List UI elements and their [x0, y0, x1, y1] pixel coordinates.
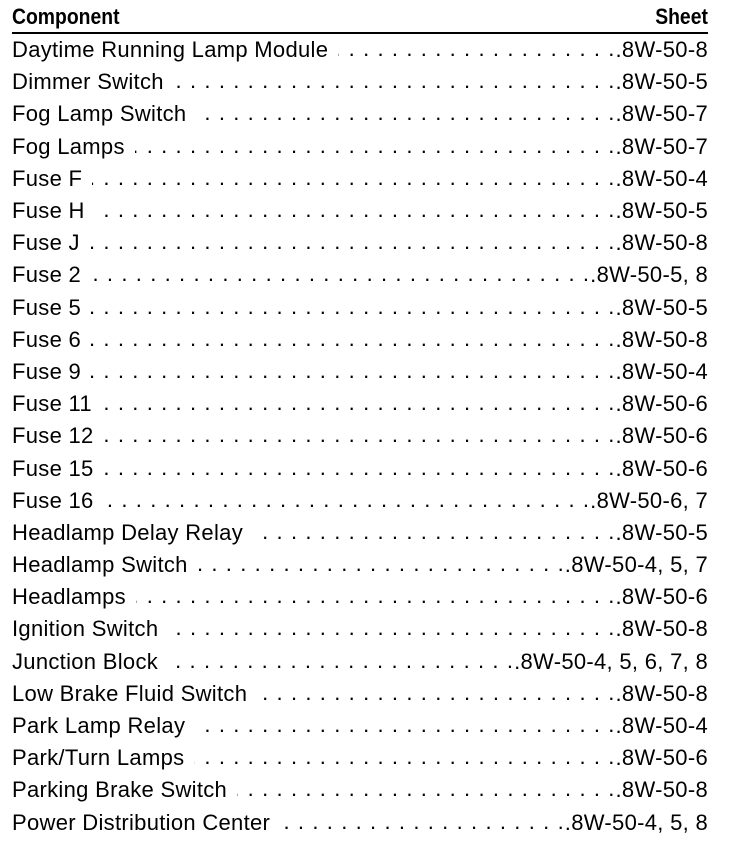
dot-leader	[135, 136, 616, 158]
sheet-reference: .8W-50-8	[615, 616, 708, 642]
list-item	[12, 807, 708, 839]
dot-leader	[90, 232, 616, 254]
component-name: Fuse 12	[12, 423, 104, 449]
list-item	[12, 131, 708, 163]
component-name: Park Lamp Relay	[12, 713, 195, 739]
list-item	[12, 420, 708, 452]
component-name: Fuse 9	[12, 359, 91, 385]
component-name: Dimmer Switch	[12, 69, 174, 95]
sheet-reference: .8W-50-5	[615, 294, 708, 320]
dot-leader	[104, 425, 616, 447]
component-name: Headlamp Delay Relay	[12, 520, 253, 546]
sheet-reference: .8W-50-7	[615, 133, 708, 159]
list-item	[12, 742, 708, 774]
list-item	[12, 66, 708, 98]
sheet-reference: .8W-50-7	[615, 101, 708, 127]
sheet-reference: .8W-50-6	[615, 423, 708, 449]
list-item	[12, 227, 708, 259]
sheet-reference: .8W-50-5	[615, 198, 708, 224]
dot-leader	[280, 812, 565, 834]
table-header	[12, 0, 708, 34]
dot-leader	[102, 393, 616, 415]
dot-leader	[168, 618, 615, 640]
component-name: Fuse J	[12, 230, 90, 256]
list-item	[12, 678, 708, 710]
component-name: Headlamps	[12, 584, 136, 610]
list-item	[12, 98, 708, 130]
list-item	[12, 581, 708, 613]
sheet-reference: .8W-50-4, 5, 6, 7, 8	[514, 648, 708, 674]
dot-leader	[195, 715, 615, 737]
dot-leader	[253, 522, 616, 544]
list-item	[12, 613, 708, 645]
dot-leader	[196, 103, 615, 125]
list-item	[12, 163, 708, 195]
dot-leader	[91, 329, 615, 351]
component-name: Power Distribution Center	[12, 810, 280, 836]
component-name: Junction Block	[12, 649, 168, 675]
component-name: Fuse H	[12, 198, 95, 224]
list-item	[12, 646, 708, 678]
component-name: Ignition Switch	[12, 616, 168, 642]
sheet-reference: .8W-50-4	[615, 713, 708, 739]
component-name: Parking Brake Switch	[12, 777, 237, 803]
dot-leader	[92, 168, 615, 190]
component-name: Low Brake Fluid Switch	[12, 681, 257, 707]
component-name: Fuse 2	[12, 262, 91, 288]
list-item	[12, 388, 708, 420]
list-item	[12, 517, 708, 549]
dot-leader	[338, 39, 615, 61]
dot-leader	[174, 71, 616, 93]
list-item	[12, 292, 708, 324]
list-item	[12, 324, 708, 356]
component-name: Park/Turn Lamps	[12, 745, 194, 771]
sheet-reference: .8W-50-4, 5, 8	[564, 809, 708, 835]
component-name: Fuse 5	[12, 295, 91, 321]
dot-leader	[168, 651, 514, 673]
sheet-reference: .8W-50-8	[615, 777, 708, 803]
component-name: Fuse 16	[12, 488, 104, 514]
component-name: Daytime Running Lamp Module	[12, 37, 338, 63]
sheet-reference: .8W-50-5, 8	[590, 262, 708, 288]
sheet-reference: .8W-50-6	[615, 455, 708, 481]
list-item	[12, 710, 708, 742]
dot-leader	[91, 297, 615, 319]
sheet-reference: .8W-50-8	[615, 230, 708, 256]
dot-leader	[136, 586, 616, 608]
component-name: Fog Lamps	[12, 134, 135, 160]
list-item	[12, 774, 708, 806]
component-name: Headlamp Switch	[12, 552, 198, 578]
list-item	[12, 356, 708, 388]
dot-leader	[95, 200, 616, 222]
component-index	[12, 0, 708, 839]
sheet-reference: .8W-50-8	[615, 326, 708, 352]
dot-leader	[198, 554, 565, 576]
sheet-reference: .8W-50-4	[615, 358, 708, 384]
component-name: Fuse F	[12, 166, 92, 192]
sheet-reference: .8W-50-4	[615, 165, 708, 191]
component-name: Fog Lamp Switch	[12, 101, 196, 127]
dot-leader	[257, 683, 615, 705]
component-name: Fuse 11	[12, 391, 102, 417]
sheet-reference: .8W-50-5	[615, 519, 708, 545]
dot-leader	[194, 747, 615, 769]
component-column-header: Component	[12, 4, 120, 29]
dot-leader	[104, 490, 591, 512]
sheet-reference: .8W-50-4, 5, 7	[564, 552, 708, 578]
list-item	[12, 34, 708, 66]
component-name: Fuse 6	[12, 327, 91, 353]
list-item	[12, 259, 708, 291]
component-name: Fuse 15	[12, 456, 104, 482]
component-list	[12, 34, 708, 839]
list-item	[12, 485, 708, 517]
sheet-column-header: Sheet	[655, 4, 708, 29]
list-item	[12, 549, 708, 581]
sheet-reference: .8W-50-5	[615, 69, 708, 95]
sheet-reference: .8W-50-6, 7	[590, 487, 708, 513]
sheet-reference: .8W-50-6	[615, 584, 708, 610]
dot-leader	[91, 264, 590, 286]
list-item	[12, 195, 708, 227]
sheet-reference: .8W-50-6	[615, 391, 708, 417]
dot-leader	[237, 779, 615, 801]
sheet-reference: .8W-50-8	[615, 680, 708, 706]
dot-leader	[91, 361, 615, 383]
dot-leader	[104, 458, 616, 480]
sheet-reference: .8W-50-8	[615, 37, 708, 63]
sheet-reference: .8W-50-6	[615, 745, 708, 771]
list-item	[12, 452, 708, 484]
